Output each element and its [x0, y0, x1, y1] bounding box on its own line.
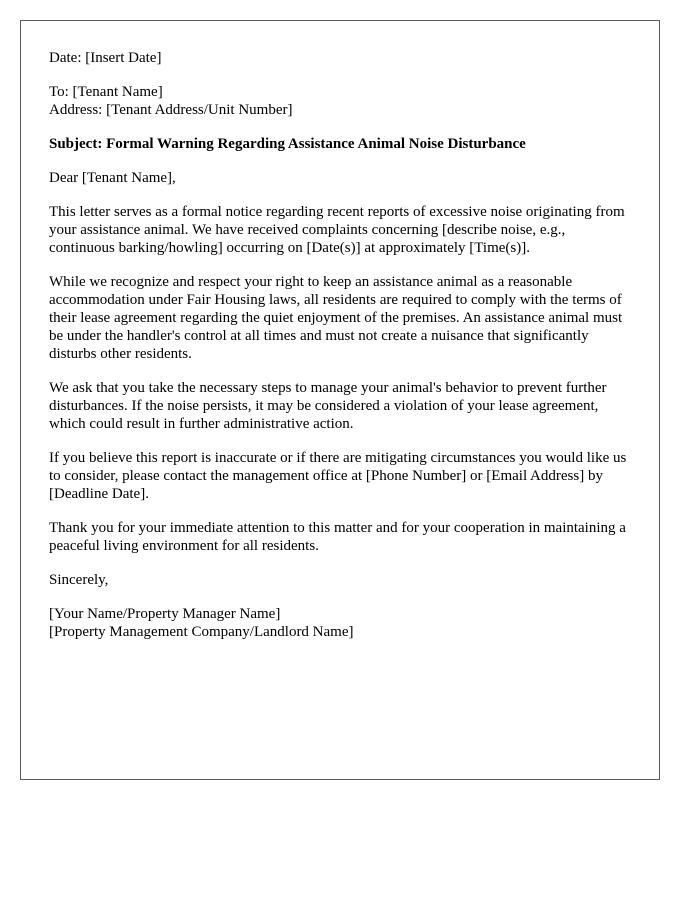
paragraph-notice: This letter serves as a formal notice regarding recent reports of excessive noise originating from your assistance animal. We have received complaints concerning [describe noise, e.g., continuous barking/howling] occurring on [Date(s)] at approximately [Time(s)]. [49, 204, 625, 256]
closing: Sincerely, [49, 572, 109, 588]
recipient-address: Address: [Tenant Address/Unit Number] [49, 102, 293, 118]
paragraph-request: We ask that you take the necessary steps to manage your animal's behavior to prevent further disturbances. If the noise persists, it may be considered a violation of your lease agreement, which could result in further administrative action. [49, 380, 607, 432]
recipient-block [49, 83, 633, 119]
paragraph-rights: While we recognize and respect your right to keep an assistance animal as a reasonable accommodation under Fair Housing laws, all residents are required to comply with the terms of their lease agreement regarding the quiet enjoyment of the premises. An assistance animal must be under the handler's control at all times and must not create a nuisance that significantly disturbs other residents. [49, 274, 623, 362]
recipient-name: To: [Tenant Name] [49, 84, 163, 100]
date-line: Date: [Insert Date] [49, 50, 162, 66]
signature-company: [Property Management Company/Landlord Name] [49, 624, 354, 640]
paragraph-contact: If you believe this report is inaccurate or if there are mitigating circumstances you would like us to consider, please contact the management office at [Phone Number] or [Email Address] by [Deadline Date]. [49, 450, 627, 502]
salutation: Dear [Tenant Name], [49, 170, 176, 186]
paragraph-thanks: Thank you for your immediate attention to this matter and for your cooperation in maintaining a peaceful living environment for all residents. [49, 520, 626, 554]
signature-name: [Your Name/Property Manager Name] [49, 606, 281, 622]
letter-page [20, 20, 660, 780]
signature-block [49, 605, 633, 641]
letter-body [49, 49, 633, 657]
subject-line: Subject: Formal Warning Regarding Assistance Animal Noise Disturbance [49, 136, 526, 152]
